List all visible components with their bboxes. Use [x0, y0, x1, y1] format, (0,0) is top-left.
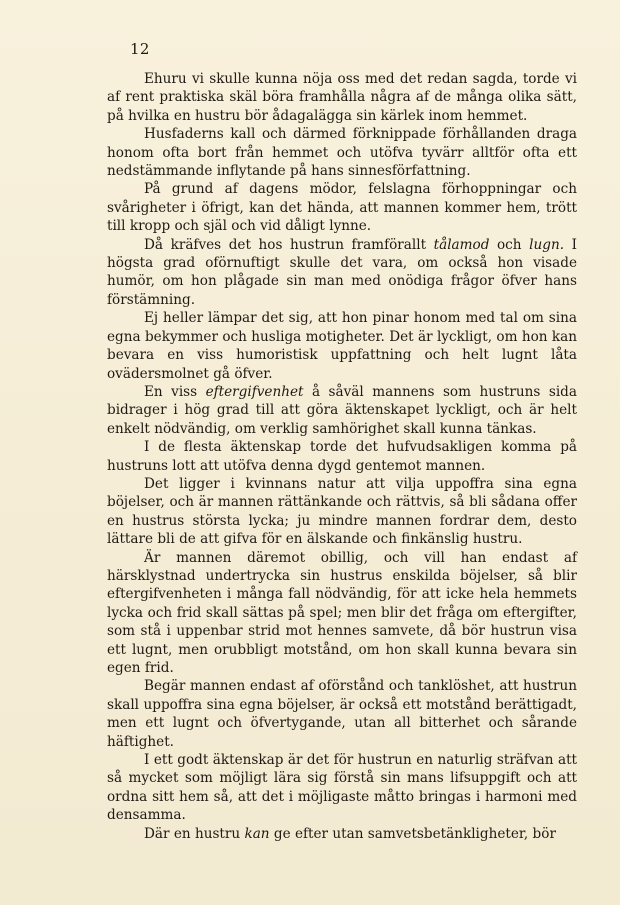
paragraph [107, 383, 577, 438]
page-number: 12 [130, 40, 150, 58]
paragraph: Är mannen däremot obillig, och vill han endast af härsklystnad undertrycka sin hustrus enskilda böjelser, så blir eftergifvenheten i många fall nödvändig, för att icke hela hemmets lycka och frid skall sättas på spel; men blir det fråga om eftergifter, som stå i uppenbar strid mot hennes samvete, då bör hustrun visa ett lugnt, men orubbligt motstånd, om hon skall kunna bevara sin egen frid. [107, 549, 577, 676]
emphasis-talamod: tålamod [433, 236, 490, 253]
paragraph: I de flesta äktenskap torde det hufvudsakligen komma på hustruns lott att utöfva denna dygd gentemot mannen. [107, 439, 577, 474]
paragraph: På grund af dagens mödor, felslagna förhoppningar och svårigheter i öfrigt, kan det hända, att mannen kommer hem, trött till kropp och själ och vid dåligt lynne. [107, 181, 577, 235]
paragraph: I ett godt äktenskap är det för hustrun en naturlig sträfvan att så mycket som möjligt lära sig förstå sin mans lifsuppgift och att ordna sitt hem så, att det i möjligaste måtto bringas i harmoni med densamma. [107, 752, 577, 824]
paragraph [107, 236, 577, 310]
paragraph-text: En viss [144, 383, 206, 400]
paragraph-text: och [489, 236, 530, 253]
emphasis-eftergifvenhet: eftergifvenhet [205, 383, 304, 400]
paragraph [107, 825, 577, 843]
paragraph: Ej heller lämpar det sig, att hon pinar honom med tal om sina egna bekymmer och husliga motigheter. Det är lyckligt, om hon kan bevara en viss humoristisk uppfattning och helt lugnt låta ovädersmolnet gå öfver. [107, 310, 577, 382]
paragraph: Ehuru vi skulle kunna nöja oss med det redan sagda, torde vi af rent praktiska skäl böra framhålla några af de många olika sätt, på hvilka en hustru bör ådagalägga sin kärlek inom hemmet. [107, 71, 577, 124]
emphasis-kan: kan [244, 825, 270, 842]
paragraph-text: I högsta grad oförnuftigt skulle det vara, om också hon visade humör, om hon plågade sin man med onödiga frågor öfver hans förstämning. [107, 236, 577, 308]
paragraph: Begär mannen endast af oförstånd och tanklöshet, att hustrun skall uppoffra sina egna böjelser, är också ett motstånd berättigadt, men ett lugnt och öfvertygande, utan all bitterhet och sårande häftighet. [107, 678, 577, 750]
paragraph-text: Där en hustru [144, 825, 245, 842]
body-text [107, 70, 577, 843]
paragraph-text: ge efter utan samvetsbetänkligheter, bör [269, 825, 556, 842]
paragraph: Det ligger i kvinnans natur att vilja uppoffra sina egna böjelser, och är mannen rättänkande och rättvis, så bli sådana offer en hustrus största lycka; ju mindre mannen fordrar dem, desto lättare bli de att gifva för en älskande och finkänslig hustru. [107, 475, 577, 548]
paragraph: Husfaderns kall och därmed förknippade förhållanden draga honom ofta bort från hemmet och utöfva tyvärr alltför ofta ett nedstämmande inflytande på hans sinnesförfattning. [107, 126, 577, 180]
emphasis-lugn: lugn. [529, 236, 565, 253]
paragraph-text: Då kräfves det hos hustrun framförallt [144, 236, 434, 253]
paragraph-text: å såväl mannens som hustruns sida bidrager i hög grad till att göra äktenskapet lyckligt, och är helt enkelt nödvändig, om verklig samhörighet skall kunna tänkas. [107, 383, 577, 437]
